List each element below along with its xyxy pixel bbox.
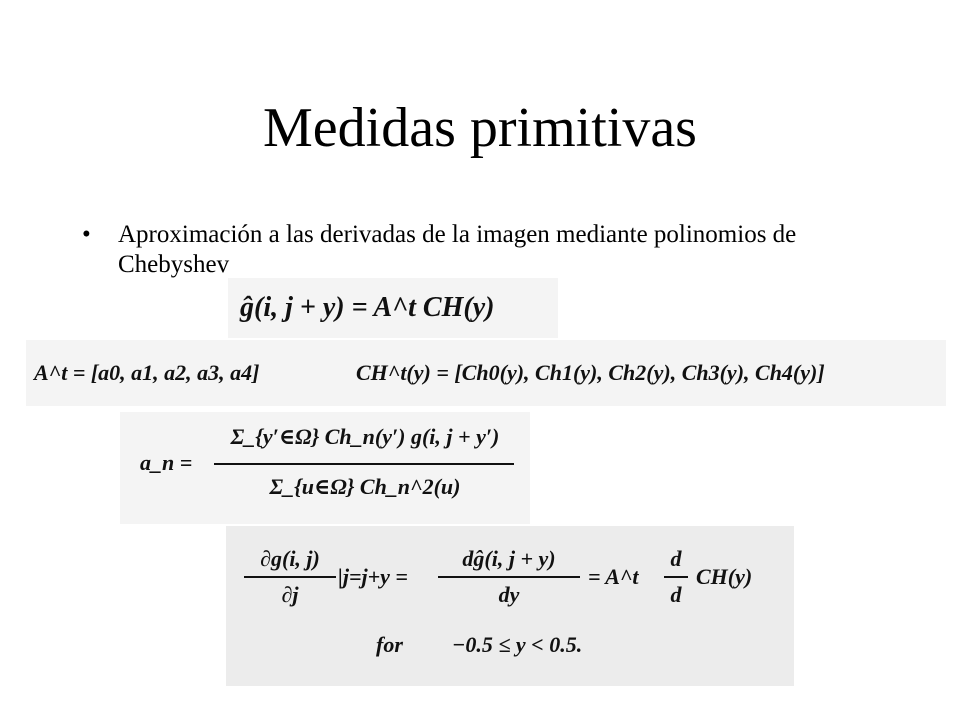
derivative-evaluation: |j=j+y =	[338, 564, 408, 589]
fraction-bar	[438, 576, 580, 578]
equation-derivative	[226, 526, 794, 686]
derivative-mid-denominator: dy	[498, 582, 520, 607]
derivative-rhs-numerator: d	[670, 546, 682, 571]
equation-ch-vector: CH^t(y) = [Ch0(y), Ch1(y), Ch2(y), Ch3(y), Ch4(y)]	[356, 360, 825, 385]
fraction-bar	[664, 576, 688, 578]
bullet-text: Aproximación a las derivadas de la imagen mediante polinomios de Chebyshev	[118, 221, 797, 278]
slide-title: Medidas primitivas	[263, 97, 697, 159]
fraction-bar	[214, 463, 514, 465]
derivative-condition-range: −0.5 ≤ y < 0.5.	[452, 632, 583, 657]
equation-a-vector: A^t = [a0, a1, a2, a3, a4]	[34, 360, 260, 385]
equation-vectors	[26, 340, 946, 406]
equation-ghat: ĝ(i, j + y) = A^t CH(y)	[228, 278, 558, 338]
bullet-dot: •	[82, 221, 91, 248]
derivative-rhs-vector: CH(y)	[696, 564, 753, 589]
derivative-rhs-denominator: d	[670, 582, 682, 607]
derivative-lhs-numerator: ∂g(i, j)	[260, 546, 320, 571]
derivative-lhs-denominator: ∂j	[281, 582, 299, 607]
derivative-rhs-matrix: = A^t	[588, 564, 639, 589]
derivative-mid-numerator: dĝ(i, j + y)	[462, 546, 556, 571]
fraction-bar	[244, 576, 336, 578]
derivative-condition-for: for	[376, 632, 403, 657]
equation-coefficient-lhs: a_n =	[140, 450, 193, 475]
equation-coefficient-denominator: Σ_{u∈Ω} Ch_n^2(u)	[269, 474, 461, 499]
equation-coefficient-numerator: Σ_{y′∈Ω} Ch_n(y′) g(i, j + y′)	[230, 424, 500, 449]
equation-coefficient	[120, 412, 530, 524]
